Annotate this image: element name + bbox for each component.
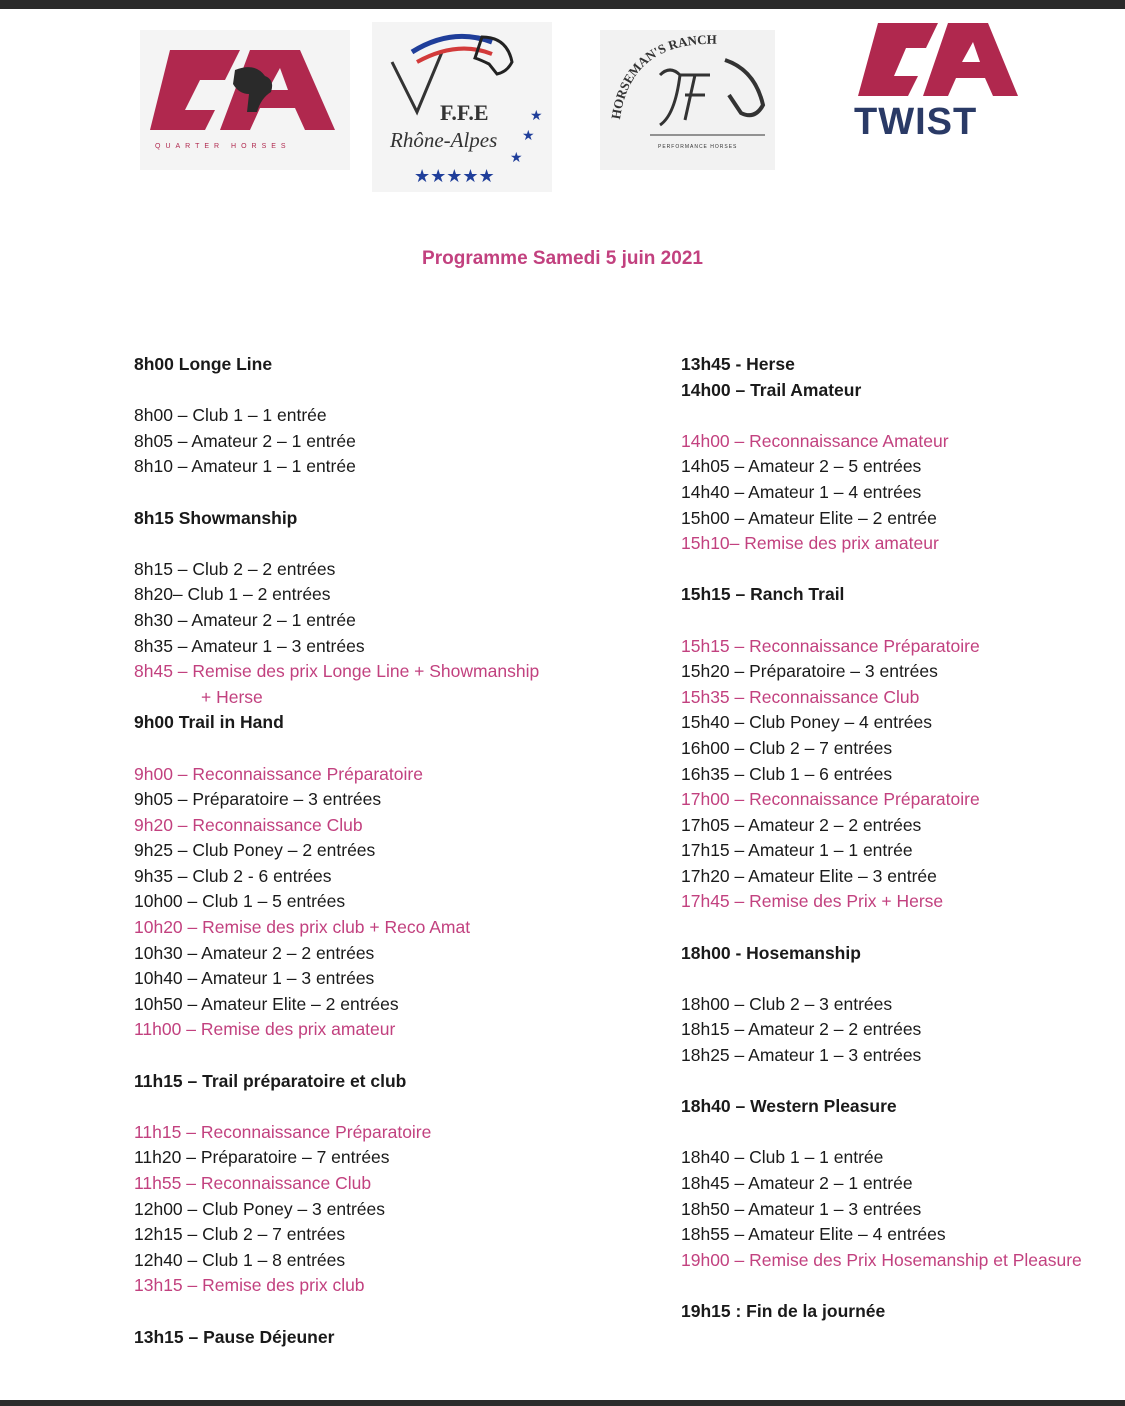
schedule-item: 8h05 – Amateur 2 – 1 entrée bbox=[134, 430, 356, 451]
schedule-item: 15h20 – Préparatoire – 3 entrées bbox=[681, 661, 938, 682]
highlight-item: 11h00 – Remise des prix amateur bbox=[134, 1019, 396, 1040]
schedule-item: 18h00 – Club 2 – 3 entrées bbox=[681, 993, 893, 1014]
section-heading: 15h15 – Ranch Trail bbox=[681, 584, 845, 605]
highlight-item: 14h00 – Reconnaissance Amateur bbox=[681, 430, 949, 451]
svg-text:F.F.E: F.F.E bbox=[440, 100, 489, 125]
highlight-item: 11h15 – Reconnaissance Préparatoire bbox=[134, 1121, 432, 1142]
spacer bbox=[134, 1299, 634, 1325]
schedule-item: 14h40 – Amateur 1 – 4 entrées bbox=[681, 481, 922, 502]
highlight-item: 15h35 – Reconnaissance Club bbox=[681, 686, 920, 707]
schedule-item: 15h40 – Club Poney – 4 entrées bbox=[681, 712, 933, 733]
svg-text:★: ★ bbox=[530, 108, 543, 124]
highlight-item: 15h10– Remise des prix amateur bbox=[681, 533, 939, 554]
highlight-item: 13h15 – Remise des prix club bbox=[134, 1275, 365, 1296]
spacer bbox=[681, 557, 1121, 583]
section-heading: 9h00 Trail in Hand bbox=[134, 712, 284, 733]
schedule-item: 18h45 – Amateur 2 – 1 entrée bbox=[681, 1173, 913, 1193]
spacer bbox=[681, 1069, 1121, 1095]
spacer bbox=[134, 1043, 634, 1069]
section-heading: 11h15 – Trail préparatoire et club bbox=[134, 1070, 407, 1091]
spacer bbox=[681, 403, 1121, 429]
spacer bbox=[134, 378, 634, 404]
svg-text:★★★★★: ★★★★★ bbox=[414, 166, 495, 187]
spacer bbox=[134, 480, 634, 506]
schedule-item: 12h15 – Club 2 – 7 entrées bbox=[134, 1224, 346, 1245]
section-heading: 18h00 - Hosemanship bbox=[681, 942, 861, 963]
ca-quarter-horses-logo bbox=[140, 30, 350, 170]
ffe-rhone-alpes-logo bbox=[372, 22, 552, 192]
schedule-item: 18h15 – Amateur 2 – 2 entrées bbox=[681, 1019, 922, 1040]
schedule-item: 10h30 – Amateur 2 – 2 entrées bbox=[134, 942, 375, 963]
bottom-border bbox=[0, 1400, 1125, 1406]
schedule-item: 8h15 – Club 2 – 2 entrées bbox=[134, 558, 336, 579]
section-heading: 13h15 – Pause Déjeuner bbox=[134, 1326, 335, 1347]
top-border bbox=[0, 0, 1125, 9]
schedule-item: 18h55 – Amateur Elite – 4 entrées bbox=[681, 1224, 946, 1245]
schedule-item: 16h00 – Club 2 – 7 entrées bbox=[681, 737, 893, 758]
schedule-item: 9h05 – Préparatoire – 3 entrées bbox=[134, 789, 382, 810]
page-title: Programme Samedi 5 juin 2021 bbox=[422, 248, 703, 269]
svg-text:HORSEMAN'S RANCH: HORSEMAN'S RANCH bbox=[608, 31, 717, 121]
schedule-item: 17h05 – Amateur 2 – 2 entrées bbox=[681, 814, 922, 835]
section-heading: 13h45 - Herse bbox=[681, 354, 795, 374]
svg-text:QUARTER HORSES: QUARTER HORSES bbox=[155, 143, 291, 150]
svg-text:★: ★ bbox=[510, 150, 523, 166]
schedule-item: 10h00 – Club 1 – 5 entrées bbox=[134, 891, 346, 912]
highlight-item: 19h00 – Remise des Prix Hosemanship et Pleasure bbox=[681, 1249, 1082, 1270]
highlight-item: 15h15 – Reconnaissance Préparatoire bbox=[681, 635, 980, 656]
spacer bbox=[681, 915, 1121, 941]
svg-text:TWIST: TWIST bbox=[854, 101, 978, 143]
left-schedule-column bbox=[134, 352, 634, 1350]
spacer bbox=[681, 1120, 1121, 1146]
ca-twist-logo bbox=[848, 18, 1028, 143]
schedule-item: 15h00 – Amateur Elite – 2 entrée bbox=[681, 507, 937, 528]
right-schedule-column bbox=[681, 352, 1121, 1325]
highlight-item: 8h45 – Remise des prix Longe Line + Showmanship bbox=[134, 661, 540, 682]
svg-text:Rhône-Alpes: Rhône-Alpes bbox=[390, 128, 498, 152]
highlight-item: 17h45 – Remise des Prix + Herse bbox=[681, 891, 944, 912]
section-heading: 8h15 Showmanship bbox=[134, 507, 298, 528]
highlight-item-continuation: + Herse bbox=[201, 686, 263, 707]
schedule-item: 10h40 – Amateur 1 – 3 entrées bbox=[134, 968, 375, 989]
section-heading: 18h40 – Western Pleasure bbox=[681, 1096, 897, 1117]
svg-text:PERFORMANCE HORSES: PERFORMANCE HORSES bbox=[658, 144, 738, 150]
schedule-item: 8h00 – Club 1 – 1 entrée bbox=[134, 405, 327, 426]
schedule-item: 12h00 – Club Poney – 3 entrées bbox=[134, 1198, 386, 1219]
schedule-item: 9h35 – Club 2 - 6 entrées bbox=[134, 865, 332, 886]
schedule-item: 8h10 – Amateur 1 – 1 entrée bbox=[134, 456, 356, 477]
highlight-item: 17h00 – Reconnaissance Préparatoire bbox=[681, 789, 980, 810]
spacer bbox=[681, 1273, 1121, 1299]
schedule-item: 18h25 – Amateur 1 – 3 entrées bbox=[681, 1045, 922, 1066]
spacer bbox=[134, 736, 634, 762]
schedule-item: 12h40 – Club 1 – 8 entrées bbox=[134, 1249, 346, 1270]
highlight-item: 11h55 – Reconnaissance Club bbox=[134, 1173, 372, 1193]
spacer bbox=[134, 1094, 634, 1120]
schedule-item: 10h50 – Amateur Elite – 2 entrées bbox=[134, 993, 399, 1014]
schedule-item: 18h50 – Amateur 1 – 3 entrées bbox=[681, 1198, 922, 1219]
svg-text:★: ★ bbox=[522, 128, 535, 144]
highlight-item: 10h20 – Remise des prix club + Reco Amat bbox=[134, 917, 471, 938]
section-heading: 19h15 : Fin de la journée bbox=[681, 1300, 886, 1321]
spacer bbox=[681, 608, 1121, 634]
horsemans-ranch-logo bbox=[600, 30, 775, 170]
schedule-item: 8h30 – Amateur 2 – 1 entrée bbox=[134, 609, 356, 630]
highlight-item: 9h20 – Reconnaissance Club bbox=[134, 814, 363, 835]
schedule-item: 18h40 – Club 1 – 1 entrée bbox=[681, 1147, 884, 1168]
schedule-item: 8h35 – Amateur 1 – 3 entrées bbox=[134, 635, 365, 656]
schedule-item: 14h05 – Amateur 2 – 5 entrées bbox=[681, 456, 922, 477]
highlight-item: 9h00 – Reconnaissance Préparatoire bbox=[134, 763, 423, 784]
section-heading: 14h00 – Trail Amateur bbox=[681, 379, 862, 400]
schedule-item: 17h15 – Amateur 1 – 1 entrée bbox=[681, 840, 913, 861]
schedule-item: 11h20 – Préparatoire – 7 entrées bbox=[134, 1147, 390, 1168]
section-heading: 8h00 Longe Line bbox=[134, 354, 273, 374]
spacer bbox=[134, 531, 634, 557]
schedule-item: 9h25 – Club Poney – 2 entrées bbox=[134, 840, 376, 861]
schedule-item: 17h20 – Amateur Elite – 3 entrée bbox=[681, 865, 937, 886]
schedule-item: 8h20– Club 1 – 2 entrées bbox=[134, 584, 331, 605]
schedule-item: 16h35 – Club 1 – 6 entrées bbox=[681, 763, 893, 784]
spacer bbox=[681, 966, 1121, 992]
